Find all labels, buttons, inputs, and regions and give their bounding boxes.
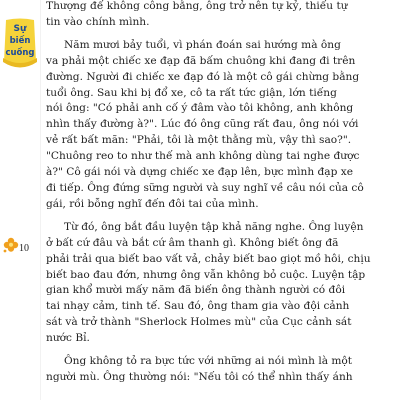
text-line: sát và trở thành "Sherlock Holmes mù" của Cục cảnh sát [46,316,352,329]
page-number: 10 [19,243,29,254]
text-line: biết bao đau đớn, nhưng ông vẫn không bỏ cuộc. Luyện tập [46,268,366,281]
text-line: người mù. Ông thường nói: "Nếu tôi có thể nhìn thấy ánh [46,370,353,383]
paragraph [46,220,390,347]
flower-ornament-icon [3,236,19,254]
text-line: phải trải qua biết bao vất vả, chảy biết bao giọt mồ hôi, chịu [46,252,371,265]
margin-divider [40,0,41,400]
text-line: nhìn thấy đường à?". Lúc đó ông cũng rất đau, ông nói với [46,118,359,131]
text-line: vẻ rất bất mãn: "Phải, tôi là một thằng mù, vậy thì sao?". [46,134,352,147]
badge-text-line-1: Sự [13,24,27,34]
text-line: à?" Cô gái nói và dựng chiếc xe đạp lên, bực mình đạp xe [46,166,354,179]
text-line: đường. Người đi chiếc xe đạp đó là một cô gái chừng bằng [46,70,360,83]
badge-text-line-3: cuống [5,48,35,58]
paragraph [46,0,390,31]
text-line: Thượng đế không công bằng, ông trở nên tự kỷ, thiếu tự [46,0,348,12]
text-line: va phải một chiếc xe đạp đã bấm chuông khi đang đi trên [46,54,356,67]
text-line: nước Bỉ. [46,332,90,345]
text-line: tai nhạy cảm, tinh tế. Sau đó, ông tham gia vào đội cảnh [46,300,350,313]
text-line: tin vào chính mình. [46,15,150,28]
text-line: gian khổ mười mấy năm đã biến ông thành người có đôi [46,284,346,297]
text-line: Ông không tỏ ra bực tức với những ai nói mình là một [64,355,353,368]
text-line: ở bất cứ đâu và bắt cứ âm thanh gì. Không biết ông đã [46,236,339,249]
text-line: gái, rồi bỗng nghĩ đến đôi tai của mình. [46,197,259,210]
badge-text-line-2: biến [9,36,31,46]
paragraph [46,354,390,386]
text-line: Từ đó, ông bắt đầu luyện tập khả năng nghe. Ông luyện [64,220,364,233]
text-line: nói ông: "Có phải anh cố ý đâm vào tôi không, anh không [46,102,354,115]
text-line: tuổi ông. Sau khi bị đổ xe, cô ta rất tức giận, lớn tiếng [46,86,337,99]
text-line: đi tiếp. Ông đứng sững người và suy nghĩ về câu nói của cô [46,181,364,194]
page-number-marker [3,236,43,262]
body-text [46,0,390,386]
paragraph [46,38,390,213]
text-line: "Chuông reo to như thế mà anh không dùng tai nghe được [46,150,360,163]
section-badge [2,18,38,70]
text-line: Năm mươi bảy tuổi, vì phán đoán sai hướng mà ông [64,38,341,51]
